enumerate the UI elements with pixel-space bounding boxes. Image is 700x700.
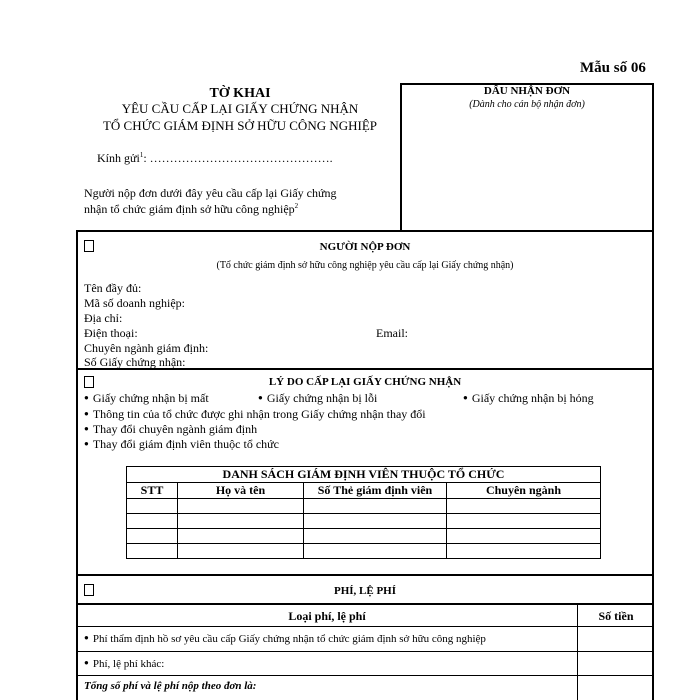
- divider: [76, 574, 654, 576]
- recipient-line: [97, 151, 333, 166]
- intro-line2: [84, 202, 298, 217]
- applicant-subtitle: (Tổ chức giám định sở hữu công nghiệp yêu cầu cấp lại Giấy chứng nhận): [216, 260, 514, 271]
- table-cell[interactable]: [178, 529, 304, 544]
- reason-option-damaged[interactable]: ● Giấy chứng nhận bị hỏng: [463, 391, 594, 407]
- form-title: TỜ KHAI: [209, 86, 271, 101]
- table-cell[interactable]: [447, 514, 601, 529]
- form-number: Mẫu số 06: [580, 60, 646, 76]
- fee-item-appraisal: ● Phí thẩm định hồ sơ yêu cầu cấp Giấy chứng nhận tổ chức giám định sở hữu công nghiệp: [84, 632, 486, 647]
- field-enterprise-code: Mã số doanh nghiệp:: [84, 296, 185, 310]
- table-cell[interactable]: [178, 499, 304, 514]
- col-specialty: Chuyên ngành: [447, 483, 601, 499]
- form-title-line2: YÊU CẦU CẤP LẠI GIẤY CHỨNG NHẬN: [121, 101, 359, 116]
- reason-option-info-changed[interactable]: ● Thông tin của tổ chức được ghi nhận trong Giấy chứng nhận thay đổi: [84, 407, 426, 423]
- table-cell[interactable]: [127, 529, 178, 544]
- field-phone: Điện thoại:: [84, 326, 138, 340]
- intro-line1: Người nộp đơn dưới đây yêu cầu cấp lại Giấy chứng: [84, 186, 337, 200]
- stamp-box-title: DẤU NHẬN ĐƠN: [483, 85, 571, 97]
- table-cell[interactable]: [127, 544, 178, 559]
- table-row: [127, 529, 601, 544]
- fees-col-amount: Số tiền: [598, 609, 634, 623]
- fee-item-other: ● Phí, lệ phí khác:: [84, 657, 164, 672]
- table-cell[interactable]: [447, 499, 601, 514]
- reason-title: LÝ DO CẤP LẠI GIẤY CHỨNG NHẬN: [268, 376, 462, 388]
- table-cell[interactable]: [127, 499, 178, 514]
- fee-total-label: Tổng số phí và lệ phí nộp theo đơn là:: [84, 680, 257, 692]
- footnote-2: 2: [294, 202, 299, 210]
- divider: [76, 603, 654, 605]
- form-title-line3: TỔ CHỨC GIÁM ĐỊNH SỞ HỮU CÔNG NGHIỆP: [102, 118, 378, 133]
- field-address: Địa chỉ:: [84, 311, 123, 325]
- reason-option-inspectors-changed[interactable]: ● Thay đổi giám định viên thuộc tổ chức: [84, 437, 279, 453]
- footnote-1: 1: [139, 151, 144, 159]
- table-cell[interactable]: [304, 544, 447, 559]
- table-row: [127, 499, 601, 514]
- fees-title: PHÍ, LỆ PHÍ: [333, 585, 397, 597]
- col-card-no: Số Thẻ giám định viên: [304, 483, 447, 499]
- divider: [76, 675, 654, 676]
- table-cell[interactable]: [447, 544, 601, 559]
- table-row: [127, 544, 601, 559]
- inspector-table-title: DANH SÁCH GIÁM ĐỊNH VIÊN THUỘC TỔ CHỨC: [127, 467, 601, 483]
- intro-line2-text: nhận tổ chức giám định sở hữu công nghiệp: [84, 202, 295, 216]
- table-cell[interactable]: [304, 529, 447, 544]
- field-specialty: Chuyên ngành giám định:: [84, 341, 209, 355]
- table-cell[interactable]: [127, 514, 178, 529]
- table-cell[interactable]: [447, 529, 601, 544]
- table-cell[interactable]: [304, 514, 447, 529]
- table-cell[interactable]: [178, 544, 304, 559]
- reason-option-specialty-changed[interactable]: ● Thay đổi chuyên ngành giám định: [84, 422, 257, 438]
- inspector-table: [126, 466, 601, 559]
- table-cell[interactable]: [304, 499, 447, 514]
- field-email: Email:: [376, 326, 408, 340]
- divider: [76, 626, 654, 627]
- col-stt: STT: [127, 483, 178, 499]
- divider: [76, 651, 654, 652]
- field-cert-no: Số Giấy chứng nhận:: [84, 355, 186, 369]
- recipient-label: Kính gửi: [97, 151, 140, 165]
- reason-option-lost[interactable]: ● Giấy chứng nhận bị mất: [84, 391, 209, 407]
- reason-option-error[interactable]: ● Giấy chứng nhận bị lỗi: [258, 391, 377, 407]
- field-full-name: Tên đầy đủ:: [84, 281, 142, 295]
- recipient-dots: : ……………………………………….: [143, 151, 333, 165]
- fees-col-type: Loại phí, lệ phí: [288, 609, 366, 623]
- table-row: [127, 514, 601, 529]
- applicant-title: NGƯỜI NỘP ĐƠN: [319, 241, 411, 253]
- stamp-box-subtitle: (Dành cho cán bộ nhận đơn): [469, 99, 585, 110]
- col-name: Họ và tên: [178, 483, 304, 499]
- table-cell[interactable]: [178, 514, 304, 529]
